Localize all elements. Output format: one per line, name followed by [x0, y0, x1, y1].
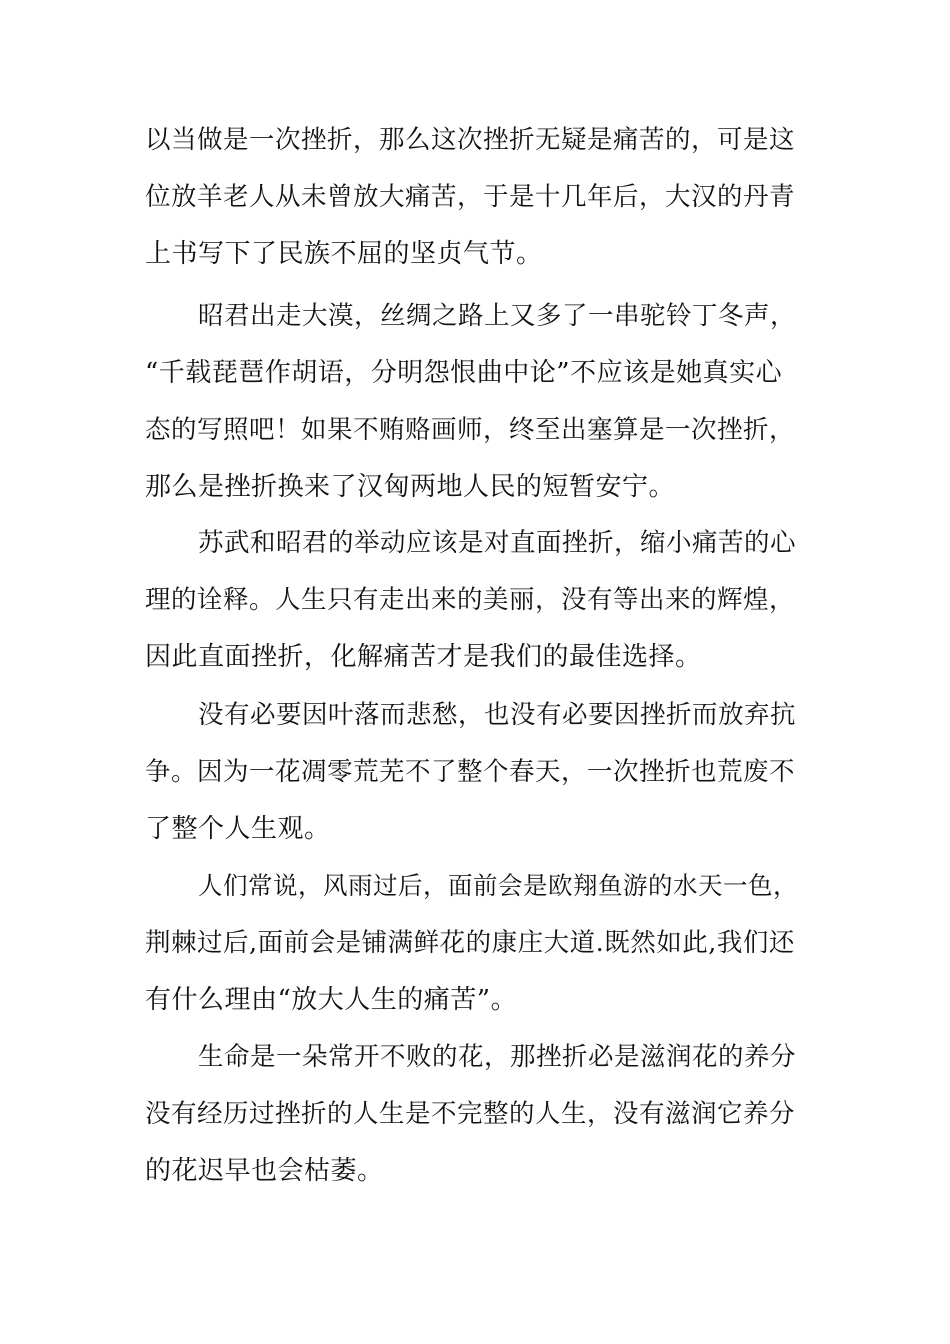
paragraph-5-line-2: 荆棘过后,面前会是铺满鲜花的康庄大道.既然如此,我们还: [145, 928, 795, 958]
paragraph-4-line-3: 了整个人生观。: [145, 814, 331, 844]
paragraph-5-line-1: 人们常说，风雨过后，面前会是欧翔鱼游的水天一色，: [198, 871, 798, 900]
paragraph-6-line-2: 没有经历过挫折的人生是不完整的人生，没有滋润它养分: [145, 1099, 796, 1129]
paragraph-3-line-2: 理的诠释。人生只有走出来的美丽，没有等出来的辉煌，: [145, 585, 796, 615]
paragraph-3-line-3: 因此直面挫折，化解痛苦才是我们的最佳选择。: [145, 642, 702, 672]
paragraph-4-line-2: 争。因为一花凋零荒芜不了整个春天，一次挫折也荒废不: [145, 757, 796, 787]
paragraph-2-line-2: “千载琵琶作胡语，分明怨恨曲中论”不应该是她真实心: [145, 358, 783, 388]
paragraph-1-line-3: 上书写下了民族不屈的坚贞气节。: [145, 239, 543, 269]
paragraph-2-line-3: 态的写照吧！如果不贿赂画师，终至出塞算是一次挫折，: [145, 415, 796, 445]
paragraph-6-line-3: 的花迟早也会枯萎。: [145, 1156, 384, 1186]
paragraph-2-line-1: 昭君出走大漠，丝绸之路上又多了一串驼铃丁冬声，: [198, 301, 797, 331]
paragraph-5-line-3: 有什么理由“放大人生的痛苦”。: [145, 985, 518, 1015]
paragraph-1-line-1: 以当做是一次挫折，那么这次挫折无疑是痛苦的，可是这: [145, 125, 796, 155]
paragraph-3-line-1: 苏武和昭君的举动应该是对直面挫折，缩小痛苦的心: [198, 528, 797, 558]
paragraph-6-line-1: 生命是一朵常开不败的花，那挫折必是滋润花的养分: [198, 1042, 797, 1072]
paragraph-4-line-1: 没有必要因叶落而悲愁，也没有必要因挫折而放弃抗: [198, 700, 797, 730]
paragraph-1-line-2: 位放羊老人从未曾放大痛苦，于是十几年后，大汉的丹青: [145, 182, 796, 212]
paragraph-2-line-4: 那么是挫折换来了汉匈两地人民的短暂安宁。: [145, 472, 676, 502]
